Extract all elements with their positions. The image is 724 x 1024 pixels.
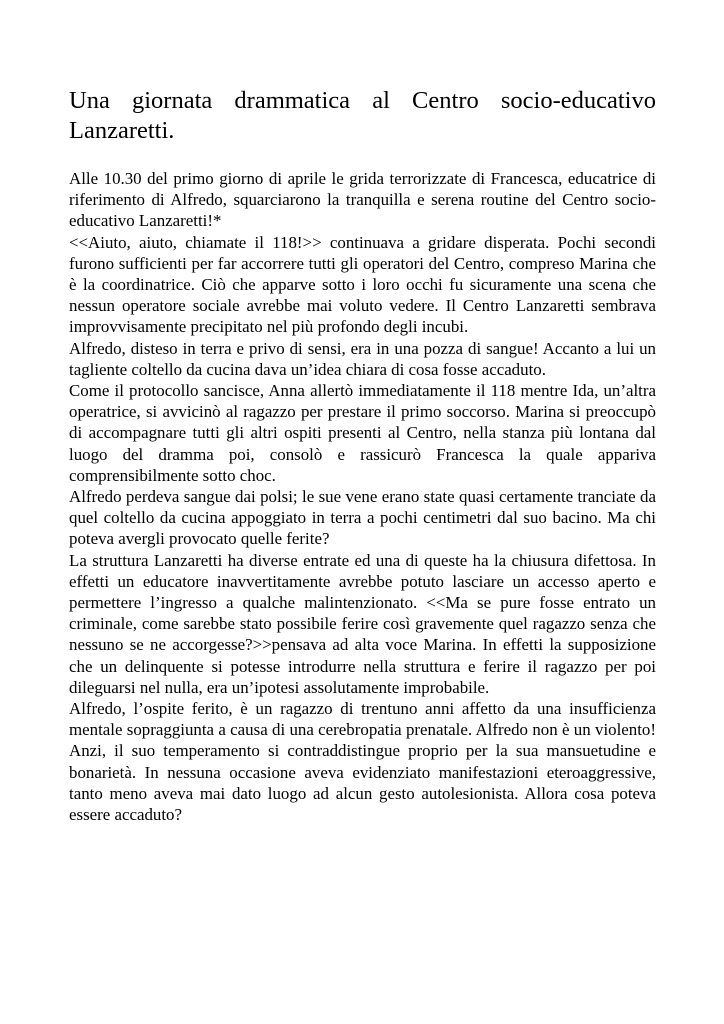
paragraph: La struttura Lanzaretti ha diverse entrate ed una di queste ha la chiusura difettosa. In effetti un educatore inavvertitamente avrebbe potuto lasciare un accesso aperto e permettere l’ingresso a qualche malintenzionato. <<Ma se pure fosse entrato un criminale, come sarebbe stato possibile ferire così gravemente quel ragazzo senza che nessuno se ne accorgesse?>>pensava ad alta voce Marina. In effetti la supposizione che un delinquente si potesse introdurre nella struttura e ferire il ragazzo per poi dileguarsi nel nulla, era un’ipotesi assolutamente improbabile.: [69, 550, 656, 697]
paragraph: <<Aiuto, aiuto, chiamate il 118!>> continuava a gridare disperata. Pochi secondi furono sufficienti per far accorrere tutti gli operatori del Centro, compreso Marina che è la coordinatrice. Ciò che apparve sotto i loro occhi fu sicuramente una scena che nessun operatore sociale avrebbe mai voluto vedere. Il Centro Lanzaretti sembrava improvvisamente precipitato nel più profondo degli incubi.: [69, 232, 656, 337]
paragraph: Alfredo, l’ospite ferito, è un ragazzo di trentuno anni affetto da una insufficienza mentale sopraggiunta a causa di una cerebropatia prenatale. Alfredo non è un violento! Anzi, il suo temperamento si contraddistingue proprio per la sua mansuetudine e bonarietà. In nessuna occasione aveva evidenziato manifestazioni eteroaggressive, tanto meno aveva mai dato luogo ad alcun gesto autolesionista. Allora cosa poteva essere accaduto?: [69, 699, 656, 825]
paragraph: Alle 10.30 del primo giorno di aprile le grida terrorizzate di Francesca, educatrice di riferimento di Alfredo, squarciarono la tranquilla e serena routine del Centro socio-educativo Lanzaretti!*: [69, 169, 656, 231]
paragraph: Alfredo perdeva sangue dai polsi; le sue vene erano state quasi certamente tranciate da quel coltello da cucina appoggiato in terra a pochi centimetri dal suo bacino. Ma chi poteva avergli provocato quelle ferite?: [69, 487, 656, 549]
document-body: [69, 168, 656, 825]
paragraph: Come il protocollo sancisce, Anna allertò immediatamente il 118 mentre Ida, un’altra operatrice, si avvicinò al ragazzo per prestare il primo soccorso. Marina si preoccupò di accompagnare tutti gli altri ospiti presenti al Centro, nella stanza più lontana dal luogo del dramma poi, consolò e rassicurò Francesca la quale appariva comprensibilmente sotto choc.: [69, 381, 656, 485]
paragraph: Alfredo, disteso in terra e privo di sensi, era in una pozza di sangue! Accanto a lui un tagliente coltello da cucina dava un’idea chiara di cosa fosse accaduto.: [69, 338, 656, 379]
document-title: Una giornata drammatica al Centro socio-educativo Lanzaretti.: [69, 87, 656, 144]
document-page: [69, 86, 656, 825]
